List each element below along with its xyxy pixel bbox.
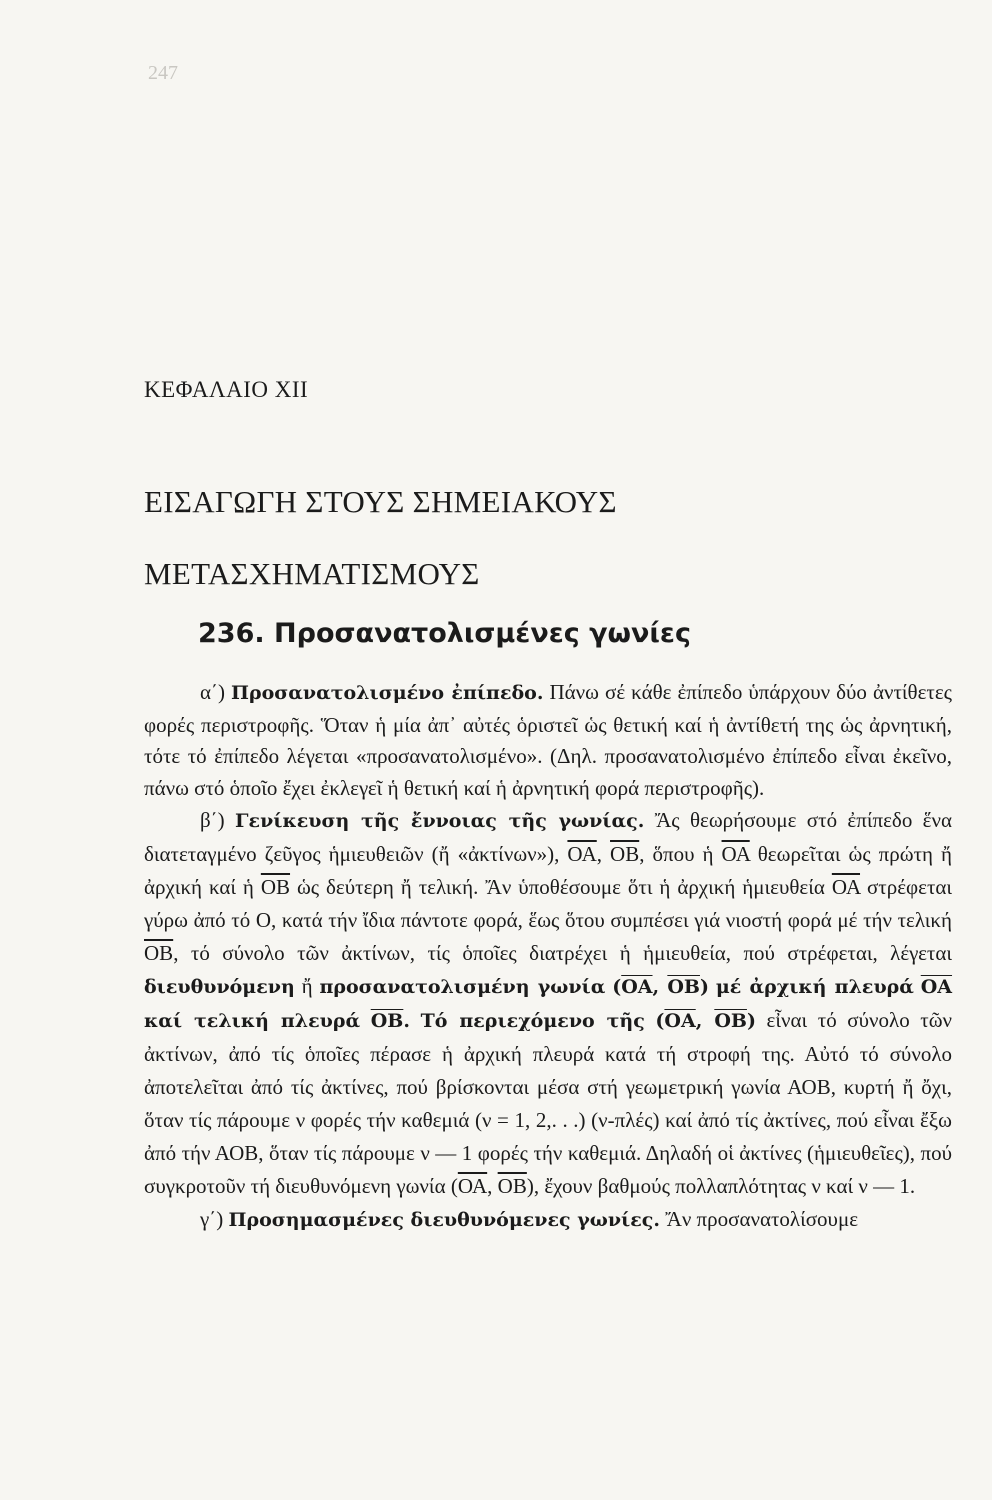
paragraph-b-bold-4: καί τελική πλευρά — [144, 1010, 361, 1032]
vector-oa: $\overline{OA}$ — [664, 1010, 696, 1032]
vector-oa: $\overline{OA}$ — [567, 842, 597, 866]
vector-ob: $\overline{OB}$ — [260, 875, 291, 899]
paragraph-b-marker: β΄) — [200, 808, 225, 832]
paragraph-b-bold-3: μέ ἀρχική πλευρά — [715, 976, 914, 998]
vector-oa: $\overline{OA}$ — [621, 976, 653, 998]
vector-ob: $\overline{OB}$ — [497, 1174, 527, 1198]
paragraph-a-marker: α΄) — [200, 680, 225, 704]
paragraph-c-title: Προσημασμένες διευθυνόμενες γωνίες. — [228, 1209, 660, 1231]
vector-ob: $\overline{OB}$ — [370, 1010, 404, 1032]
paragraph-b-text-5: στρέφεται γύρω ἀπό τό Ο, κατά τήν ἴδια πάντοτε φορά, ἕως ὅτου συμπέσει γιά νιοστή φορά μέ τήν τελική — [144, 875, 953, 932]
paragraph-b-bold-1: διευθυνόμενη — [144, 976, 295, 998]
chapter-title-line-1: ΕΙΣΑΓΩΓΗ ΣΤΟΥΣ ΣΗΜΕΙΑΚΟΥΣ — [144, 484, 617, 519]
vector-ob: $\overline{OB}$ — [610, 842, 640, 866]
chapter-label: ΚΕΦΑΛΑΙΟ XII — [144, 377, 309, 402]
vector-ob: $\overline{OB}$ — [667, 976, 700, 998]
paragraph-b-text-9: ἔχουν βαθμούς πολλαπλότητας ν καί ν — 1. — [544, 1174, 916, 1198]
paragraph-b: β΄) Γενίκευση τῆς ἔννοιας τῆς γωνίας. Ἄς θεωρήσουμε στό ἐπίπεδο ἕνα διατεταγμένο ζεῦγος ἡμιευθειῶν (ἤ «ἀκτίνων»), $\overline{OA}$, $\overline{OB}$, ὅπου ἡ $\overline{OA}$ θεωρεῖται ὡς πρώτη ἤ ἀρχική καί ἡ $\overline{OB}$ ὡς δεύτερη ἤ τελική. Ἄν ὑποθέσουμε ὅτι ἡ ἀρχική ἡμιευθεία $\overline{OA}$ στρέφεται γύρω ἀπό τό Ο, κατά τήν ἴδια πάντοτε φορά, ἕως ὅτου συμπέσει γιά νιοστή φορά μέ τήν τελική $\overline{OB}$, τό σύνολο τῶν ἀκτίνων, τίς ὁποῖες διατρέχει ἡ ἡμιευθεία, πού στρέφεται, λέγεται διευθυνόμενη ἤ προσανατολισμένη γωνία ($\overline{OA}$, $\overline{OB}$) μέ ἀρχική πλευρά $\overline{OA}$ καί τελική πλευρά $\overline{OB}$. Τό περιεχόμενο τῆς ($\overline{OA}$, $\overline{OB}$) εἶναι τό σύνολο τῶν ἀκτίνων, ἀπό τίς ὁποῖες πέρασε ἡ ἀρχική πλευρά κατά τή στροφή της. Αὐτό τό σύνολο ἀποτελεῖται ἀπό τίς ἀκτίνες, πού βρίσκονται μέσα στή γεωμετρική γωνία ΑΟΒ, κυρτή ἤ ὄχι, ὅταν τίς πάρουμε ν φορές τήν καθεμιά (ν = 1, 2,. . .) (ν-πλές) καί ἀπό τίς ἀκτίνες, πού εἶναι ἔξω ἀπό τήν ΑΟΒ, ὅταν τίς πάρουμε ν — 1 φορές τήν καθεμιά. Δηλαδή οἱ ἀκτίνες (ἡμιευθεῖες), πού συγκροτοῦν τή διευθυνόμενη γωνία ($\overline{OA}$, $\overline{OB}$), ἔχουν βαθμούς πολλαπλότητας ν καί ν — 1. — [144, 808, 953, 1198]
paragraph-b-bold-5: Τό περιεχόμενο τῆς — [420, 1010, 645, 1032]
paragraph-c — [144, 1203, 952, 1237]
paragraph-a-text: Πάνω σέ κάθε ἐπίπεδο ὑπάρχουν δύο ἀντίθετες φορές περιστροφῆς. Ὅταν ἡ μία ἀπ᾽ αὐτές ὁριστεῖ ὡς θετική καί ἡ ἀντίθετή της ὡς ἀρνητική, τότε τό ἐπίπεδο λέγεται «προσανατολισμένο». (Δηλ. προσανατολισμένο ἐπίπεδο εἶναι ἐκεῖνο, πάνω στό ὁποῖο ἔχει ἐκλεγεῖ ἡ θετική καί ἡ ἀρνητική φορά περιστροφῆς). — [144, 680, 952, 800]
paragraph-b-text-6: τό σύνολο τῶν ἀκτίνων, τίς ὁποῖες διατρέχει ἡ ἡμιευθεία, πού στρέφεται, λέγεται — [190, 941, 953, 965]
paragraph-a — [144, 677, 952, 804]
vector-oa: $\overline{OA}$ — [457, 1174, 488, 1198]
paragraph-c-text: Ἄν προσανατολίσουμε — [665, 1207, 859, 1231]
vector-ob: $\overline{OB}$ — [714, 1010, 747, 1032]
section-heading: 236. Προσανατολισμένες γωνίες — [198, 618, 691, 649]
paragraph-b-bold-2: προσανατολισμένη γωνία — [319, 976, 606, 998]
paragraph-b-title: Γενίκευση τῆς ἔννοιας τῆς γωνίας. — [235, 810, 645, 832]
paragraph-b-text-8: εἶναι τό σύνολο τῶν ἀκτίνων, ἀπό τίς ὁποῖες πέρασε ἡ ἀρχική πλευρά κατά τή στροφή της. Αὐτό τό σύνολο ἀποτελεῖται ἀπό τίς ἀκτίνες, πού βρίσκονται μέσα στή γεωμετρική γωνία ΑΟΒ, κυρτή ἤ ὄχι, ὅταν τίς πάρουμε ν φορές τήν καθεμιά (ν = 1, 2,. . .) (ν-πλές) καί ἀπό τίς ἀκτίνες, πού εἶναι ἔξω ἀπό τήν ΑΟΒ, ὅταν τίς πάρουμε ν — 1 φορές τήν καθεμιά. Δηλαδή οἱ ἀκτίνες (ἡμιευθεῖες), πού συγκροτοῦν τή διευθυνόμενη γωνία — [144, 1008, 953, 1198]
vector-oa: $\overline{OA}$ — [721, 842, 750, 866]
vector-ob: $\overline{OB}$ — [144, 941, 174, 965]
paragraph-c-marker: γ΄) — [200, 1207, 224, 1231]
vector-separator-comma: , — [596, 842, 602, 866]
page-number: 247 — [148, 62, 178, 84]
paragraph-a-title: Προσανατολισμένο ἐπίπεδο. — [231, 682, 544, 704]
paragraph-b-text-1: Ἄς θεωρήσουμε στό ἐπίπεδο ἕνα διατεταγμένο ζεῦγος ἡμιευθειῶν (ἤ «ἀκτίνων»), — [144, 808, 953, 866]
paragraph-b-text-3: θεωρεῖται ὡς πρώτη ἤ ἀρχική καί ἡ — [144, 842, 953, 899]
paragraph-b-text-2: ὅπου ἡ — [652, 842, 714, 866]
paragraph-b-text-4: ὡς δεύτερη ἤ τελική. Ἄν ὑποθέσουμε ὅτι ἡ ἀρχική ἡμιευθεία — [296, 875, 825, 899]
vector-oa: $\overline{OA}$ — [831, 875, 861, 899]
body-text — [144, 677, 952, 1237]
chapter-title-line-2: ΜΕΤΑΣΧΗΜΑΤΙΣΜΟΥΣ — [144, 556, 480, 591]
chapter-title — [144, 466, 617, 610]
vector-separator-comma: , — [639, 842, 645, 866]
vector-oa: $\overline{OA}$ — [920, 976, 953, 998]
paragraph-b-text-7: ἤ — [301, 974, 313, 998]
vector-separator-comma: , — [173, 941, 179, 965]
